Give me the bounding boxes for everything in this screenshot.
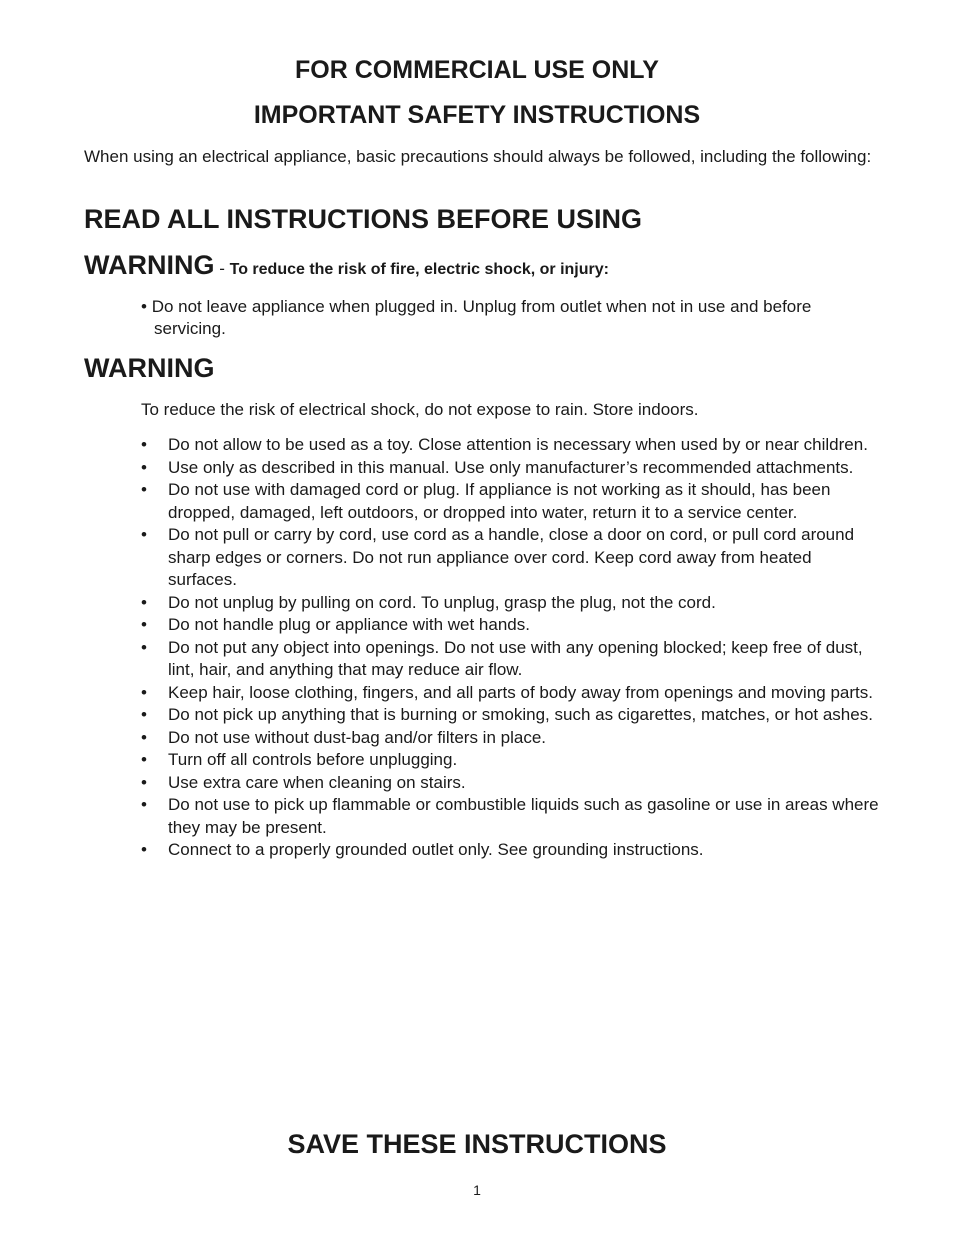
- list-item: [141, 839, 881, 862]
- bullet-dot: •: [141, 592, 147, 612]
- warning-line-1: [84, 249, 609, 281]
- heading-commercial-use: FOR COMMERCIAL USE ONLY: [295, 56, 659, 84]
- list-item-text: Do not use without dust-bag and/or filters in place.: [168, 727, 546, 747]
- list-item: [141, 772, 881, 795]
- list-item-text: Do not use with damaged cord or plug. If appliance is not working as it should, has been dropped, damaged, left outdoors, or dropped into water, return it to a service center.: [168, 480, 831, 522]
- warning-label-2: WARNING: [84, 353, 215, 383]
- bullet-dot: •: [141, 795, 147, 814]
- warning-label-1: WARNING: [84, 250, 215, 280]
- heading-safety-instructions: IMPORTANT SAFETY INSTRUCTIONS: [253, 101, 701, 129]
- page-number: 1: [473, 1182, 481, 1198]
- list-item-text: Keep hair, loose clothing, fingers, and all parts of body away from openings and moving parts.: [168, 682, 873, 702]
- list-item: [141, 637, 881, 682]
- list-item: [141, 457, 881, 480]
- list-item-text: Do not pull or carry by cord, use cord as a handle, close a door on cord, or pull cord around sharp edges or corners. Do not run appliance over cord. Keep cord away from heated surfaces.: [168, 525, 855, 589]
- warning-1-bullet-text: Do not leave appliance when plugged in. Unplug from outlet when not in use and before servicing.: [151, 297, 812, 338]
- bullet-dot: •: [141, 615, 147, 634]
- bullet-dot: •: [141, 727, 147, 747]
- bullet-dot: •: [141, 840, 147, 859]
- list-item-text: Do not handle plug or appliance with wet hands.: [168, 615, 530, 634]
- list-item: [141, 614, 881, 637]
- bullet-dot: •: [141, 705, 147, 724]
- list-item: [141, 592, 881, 615]
- list-item: [141, 682, 881, 705]
- bullet-dot: •: [141, 750, 147, 769]
- bullet-dot: •: [141, 637, 147, 657]
- list-item-text: Use only as described in this manual. Use only manufacturer’s recommended attachments.: [168, 457, 854, 477]
- bullet-dot: •: [141, 480, 147, 499]
- bullet-dot: •: [141, 525, 147, 544]
- warning-2-paragraph: To reduce the risk of electrical shock, do not expose to rain. Store indoors.: [141, 400, 699, 419]
- list-item: [141, 727, 881, 750]
- warning-subtext-1: To reduce the risk of fire, electric shock, or injury:: [229, 261, 609, 278]
- list-item-text: Use extra care when cleaning on stairs.: [168, 772, 466, 792]
- list-item-text: Do not unplug by pulling on cord. To unplug, grasp the plug, not the cord.: [168, 592, 716, 612]
- list-item-text: Turn off all controls before unplugging.: [168, 750, 458, 769]
- heading-read-all: READ ALL INSTRUCTIONS BEFORE USING: [84, 204, 643, 234]
- list-item-text: Do not put any object into openings. Do not use with any opening blocked; keep free of dust, lint, hair, and anything that may reduce air flow.: [168, 637, 863, 679]
- intro-paragraph: When using an electrical appliance, basic precautions should always be followed, including the following:: [84, 147, 872, 166]
- list-item-text: Connect to a properly grounded outlet only. See grounding instructions.: [168, 840, 704, 859]
- list-item: [141, 704, 881, 727]
- list-item: [141, 749, 881, 772]
- list-item: [141, 524, 881, 592]
- warning-2-list: [141, 434, 881, 862]
- list-item-text: Do not allow to be used as a toy. Close attention is necessary when used by or near children.: [168, 435, 868, 454]
- bullet-dot: •: [141, 457, 147, 477]
- bullet-dot: •: [141, 435, 147, 454]
- bullet-dot: •: [141, 682, 147, 702]
- warning-dash: -: [214, 259, 230, 278]
- list-item: [141, 479, 881, 524]
- list-item-text: Do not use to pick up flammable or combustible liquids such as gasoline or use in areas where they may be present.: [168, 795, 879, 837]
- save-instructions-heading: SAVE THESE INSTRUCTIONS: [287, 1129, 667, 1159]
- list-item: [141, 794, 881, 839]
- list-item: [141, 434, 881, 457]
- warning-1-bullet: • Do not leave appliance when plugged in. Unplug from outlet when not in use and before servicing.: [141, 297, 812, 338]
- list-item-text: Do not pick up anything that is burning or smoking, such as cigarettes, matches, or hot ashes.: [168, 705, 873, 724]
- bullet-dot: •: [141, 772, 147, 792]
